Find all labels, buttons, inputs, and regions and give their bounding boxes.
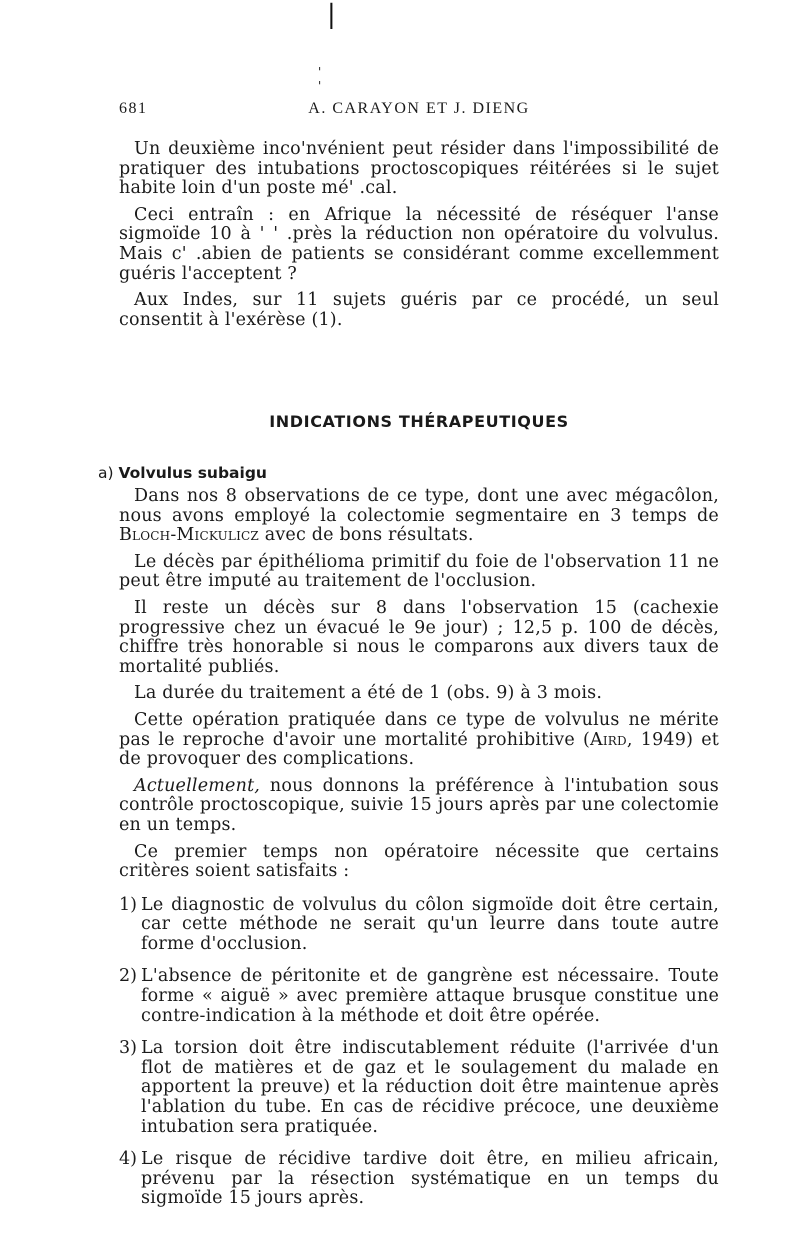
paragraph [119,711,719,770]
paragraph: La durée du traitement a été de 1 (obs. 9) à 3 mois. [134,683,603,704]
scan-mark: | [327,0,336,30]
subsection-heading [98,464,267,482]
list-item-text: L'absence de péritonite et de gangrène est nécessaire. Toute forme « aiguë » avec première attaque brusque constitue une contre-indication à la méthode et doit être opérée. [141,966,719,1026]
paragraph: Un deuxième inco'nvénient peut résider dans l'impossibilité de pratiquer des intubations proctoscopiques réitérées si le sujet habite loin d'un poste mé' .cal. [119,139,719,199]
scan-mark: ' [318,65,322,79]
list-number: 3) [119,1038,137,1059]
paragraph: Il reste un décès sur 8 dans l'observation 15 (cachexie progressive chez un évacué le 9e jour) ; 12,5 p. 100 de décès, chiffre très honorable si nous le comparons aux divers taux de mortalité publiés. [119,597,719,677]
paragraph: Aux Indes, sur 11 sujets guéris par ce procédé, un seul consentit à l'exérèse (1). [119,290,719,330]
list-item [119,967,719,1026]
text-run: avec de bons résultats. [258,525,474,546]
list-number: 1) [119,894,137,915]
paragraph [119,777,719,836]
list-item-text: La torsion doit être indiscutablement réduite (l'arrivée d'un flot de matières et de gaz et le soulagement du malade en apportent la preuve) et la réduction doit être maintenue après l'ablation du tube. En cas de récidive précoce, une deuxième intubation sera pratiquée. [141,1038,719,1137]
paragraph: Ce premier temps non opératoire nécessite que certains critères soient satisfaits : [119,841,719,882]
list-number: 2) [119,966,137,987]
list-item [119,1039,719,1137]
emphasis: Actuellement, [134,775,261,796]
list-item [119,1150,719,1209]
scan-mark: ' [318,79,322,93]
criteria-list [119,896,719,1209]
list-item-text: Le diagnostic de volvulus du côlon sigmoïde doit être certain, car cette méthode ne serait qu'un leurre dans toute autre forme d'occlusion. [141,894,719,954]
page-number: 681 [119,100,148,117]
list-item [119,896,719,955]
author-name: Aird [590,729,627,750]
text-run: Dans nos 8 observations de ce type, dont une avec mégacôlon, nous avons employé la colectomie segmentaire en 3 temps de [119,486,719,526]
author-name: Bloch-Mickulicz [119,525,259,546]
section-title: INDICATIONS THÉRAPEUTIQUES [269,412,569,431]
header-authors: A. CARAYON ET J. DIENG [308,100,530,117]
subsection-letter: a) [98,464,114,482]
list-item-text: Le risque de récidive tardive doit être, en milieu africain, prévenu par la résection systématique en un temps du sigmoïde 15 jours après. [141,1149,719,1209]
body-text [119,487,719,1209]
text-run: nous donnons la préférence à l'intubation sous contrôle proctoscopique, suivie 15 jours après par une colectomie en un temps. [119,775,719,835]
paragraph: Le décès par épithélioma primitif du foie de l'observation 11 ne peut être imputé au traitement de l'occlusion. [119,551,719,592]
text-run: , 1949) et de provoquer des complications. [119,729,719,770]
list-number: 4) [119,1149,137,1170]
paragraph: Ceci entraîn : en Afrique la nécessité de réséquer l'anse sigmoïde 10 à ' ' .près la réduction non opératoire du volvulus. Mais c' .abien de patients se considérant comme excellemment guéris l'acceptent ? [119,204,719,284]
paragraph [119,487,719,546]
subsection-title: Volvulus subaigu [118,464,267,482]
text-run: Cette opération pratiquée dans ce type de volvulus ne mérite pas le reproche d'avoir une mortalité prohibitive ( [119,709,719,750]
intro-text [119,140,719,330]
